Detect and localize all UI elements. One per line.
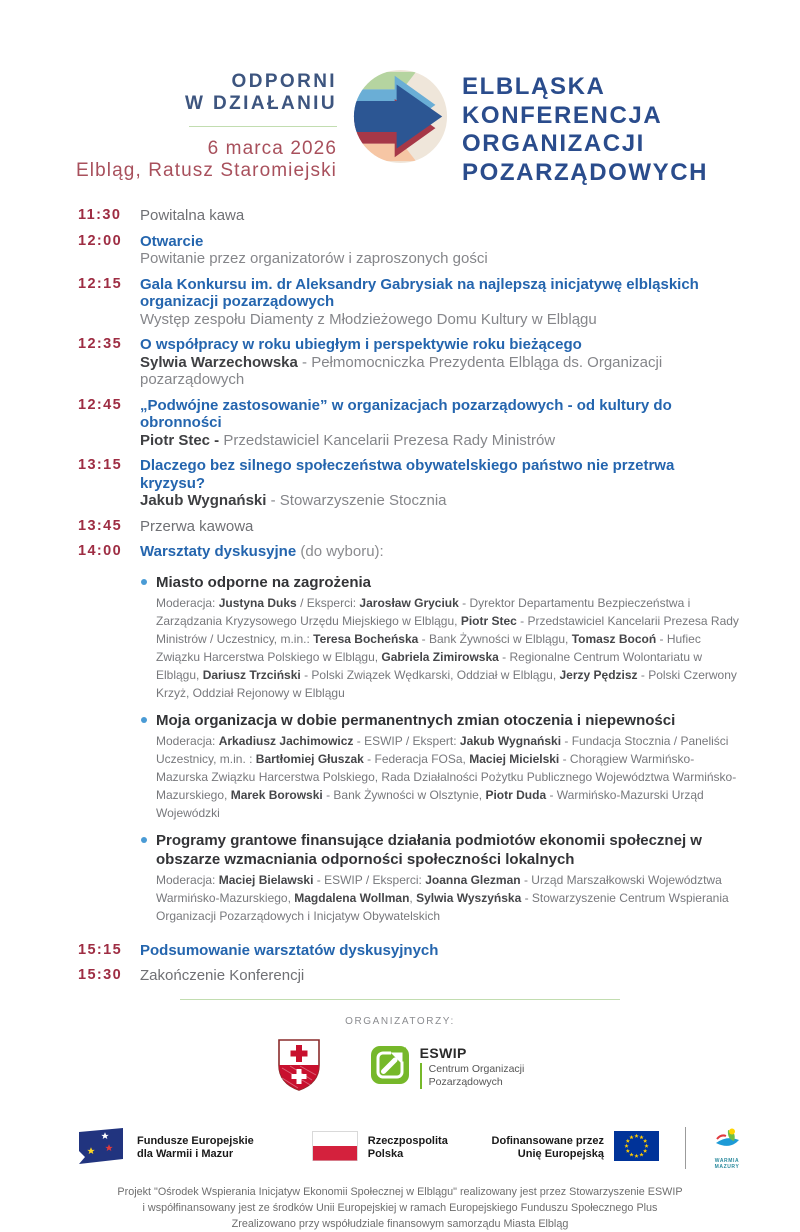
agenda-item-subtitle (140, 432, 740, 450)
workshop-item (156, 573, 740, 702)
workshop-details (156, 594, 740, 702)
workshop-details (156, 732, 740, 822)
eu-flag-icon (614, 1131, 659, 1166)
agenda-item-title: Gala Konkursu im. dr Aleksandry Gabrysiak na najlepszą inicjatywę elbląskich organizacji pozarządowych (140, 275, 699, 310)
eswip-wordmark (420, 1045, 525, 1089)
poland-flag-icon (312, 1131, 358, 1166)
agenda-item-title: O współpracy w roku ubiegłym i perspektywie roku bieżącego (140, 336, 582, 353)
text-segment: - Fundacja Stocznia / Paneliści Uczestnicy, m.in. : (156, 733, 729, 766)
agenda-item-content (140, 942, 740, 960)
title-line-1: ELBLĄSKA (462, 73, 606, 100)
text-segment: - Stowarzyszenie Stocznia (266, 492, 447, 509)
organizers-section (0, 1016, 800, 1097)
text-segment: - Stowarzyszenie Centrum Wspierania Organizacji Pozarządowych i Inicjatyw Obywatelskich (156, 890, 729, 923)
person-name: Piotr Duda (485, 787, 547, 802)
person-name: Arkadiusz Jachimowicz (218, 733, 354, 748)
agenda-row (78, 397, 760, 450)
text-segment: - ESWIP / Ekspert: (353, 733, 460, 748)
agenda-time: 13:45 (78, 517, 123, 534)
eu-cofunding-logo (492, 1131, 659, 1166)
agenda-item-content (140, 518, 740, 536)
text-segment: - Regionalne Centrum Wolontariatu w Elblągu, (156, 649, 703, 682)
text-segment: Moderacja: (156, 595, 219, 610)
elblag-coat-of-arms-icon (276, 1038, 322, 1097)
text-segment: Moderacja: (156, 872, 219, 887)
text-segment: , (409, 890, 417, 905)
agenda-item-content (140, 207, 740, 225)
organizer-logos (0, 1038, 800, 1097)
agenda-item-title: „Podwójne zastosowanie” w organizacjach pozarządowych - od kultury do obronności (140, 396, 672, 431)
text-segment: - Bank Żywności w Olsztynie, (322, 787, 486, 802)
eu-funds-logo (75, 1127, 254, 1170)
agenda-row (78, 518, 760, 536)
agenda-row (78, 207, 760, 225)
agenda-time: 12:35 (78, 336, 123, 352)
conference-title (462, 68, 708, 187)
event-date: 6 marca 2026 (207, 138, 337, 159)
agenda-row (78, 457, 760, 510)
workshop-item (156, 831, 740, 925)
conference-logo-icon (352, 68, 449, 170)
text-segment: Występ zespołu Diamenty z Młodzieżowego Domu Kultury w Elblągu (140, 310, 597, 328)
eswip-logo-icon (370, 1045, 410, 1090)
event-tagline-block (75, 68, 337, 182)
person-name: Maciej Bielawski (218, 872, 314, 887)
text-segment: - Chorągiew Warmińsko-Mazurska Związku Harcerstwa Polskiego, Rada Działalności Pożytku Publicznego Województwa Warmińsko-Mazurskiego, (156, 751, 737, 802)
agenda-time: 12:45 (78, 396, 123, 413)
agenda-item-content (140, 397, 740, 450)
agenda-item-title: Powitalna kawa (140, 207, 245, 224)
note-line-1: Projekt "Ośrodek Wspierania Inicjatyw Ekonomii Społecznej w Elblągu" realizowany jest przez Stowarzyszenie ESWIP (117, 1185, 683, 1198)
eswip-logo (370, 1045, 525, 1090)
note-line-3: Zrealizowano przy współudziale finansowym samorządu Miasta Elbląg (231, 1217, 569, 1230)
person-name: Teresa Bocheńska (313, 631, 419, 646)
text-segment: - Hufiec Związku Harcerstwa Polskiego w Elblągu, (156, 631, 701, 664)
person-name: Marek Borowski (230, 787, 323, 802)
eswip-name: ESWIP (419, 1045, 467, 1061)
agenda-row (78, 233, 760, 268)
person-name: Jarosław Gryciuk (359, 595, 459, 610)
poland-label: Rzeczpospolita Polska (367, 1134, 448, 1160)
agenda-item-content (140, 457, 740, 510)
agenda-item-content (140, 336, 740, 389)
agenda-item-content (140, 967, 740, 985)
agenda-item-title: Podsumowanie warsztatów dyskusyjnych (140, 941, 439, 959)
person-name: Jakub Wygnański (459, 733, 562, 748)
agenda-item-title: Warsztaty dyskusyjne (do wyboru): (140, 543, 384, 560)
agenda-row (78, 967, 760, 985)
agenda-time: 15:30 (78, 967, 123, 983)
note-line-2: i współfinansowany jest ze środków Unii Europejskiej w ramach Europejskiego Funduszu Społecznego Plus (142, 1201, 658, 1214)
footer-divider (180, 999, 620, 1000)
agenda-item-content (140, 543, 740, 934)
funding-logos-bar (75, 1127, 742, 1170)
event-location: Elbląg, Ratusz Staromiejski (76, 160, 337, 181)
title-line-2: KONFERENCJA (462, 101, 663, 129)
agenda-list (0, 187, 800, 985)
agenda-row (78, 336, 760, 389)
title-line-4: POZARZĄDOWYCH (462, 158, 709, 186)
header-divider (189, 126, 337, 127)
person-name: Piotr Stec (460, 613, 517, 628)
text-segment: - Pełmomocniczka Prezydenta Elbląga ds. Organizacji pozarządowych (140, 353, 663, 388)
agenda-row (78, 543, 760, 934)
agenda-item-title: Przerwa kawowa (140, 517, 254, 535)
tagline-line-1: ODPORNI (231, 71, 337, 92)
person-name: Jakub Wygnański (140, 492, 267, 509)
agenda-time: 12:15 (78, 275, 123, 292)
text-segment: - Polski Związek Wędkarski, Oddział w Elblągu, (300, 667, 560, 682)
title-suffix: (do wyboru): (296, 543, 384, 560)
eu-funds-label: Fundusze Europejskie dla Warmii i Mazur (137, 1134, 254, 1160)
agenda-time: 12:00 (78, 232, 123, 249)
agenda-row (78, 942, 760, 960)
workshop-title: Miasto odporne na zagrożenia (156, 573, 372, 591)
agenda-item-subtitle (140, 354, 740, 389)
workshop-title: Moja organizacja w dobie permanentnych zmian otoczenia i niepewności (156, 711, 676, 729)
text-segment: - Dyrektor Departamentu Bezpieczeństwa i Zarządzania Kryzysowego Urzędu Miejskiego w Elblągu, (156, 595, 691, 628)
text-segment: Przedstawiciel Kancelarii Prezesa Rady Ministrów (219, 431, 556, 449)
agenda-time: 13:15 (78, 457, 123, 473)
text-segment: Moderacja: (156, 733, 219, 748)
eu-funds-flag-icon (75, 1127, 127, 1170)
vertical-divider (685, 1127, 686, 1169)
text-segment: - Urząd Marszałkowski Województwa Warmińsko-Mazurskiego, (156, 872, 722, 905)
person-name: Gabriela Zimirowska (381, 649, 499, 664)
workshop-details (156, 871, 740, 925)
person-name: Magdalena Wollman (294, 890, 410, 905)
person-name: Justyna Duks (218, 595, 297, 610)
agenda-item-title: Otwarcie (140, 232, 204, 250)
agenda-time: 15:15 (78, 941, 123, 958)
text-segment: - ESWIP / Eksperci: (313, 872, 426, 887)
person-name: Sylwia Wyszyńska (416, 890, 522, 905)
title-line-3: ORGANIZACJI (462, 130, 645, 157)
text-segment: - Przedstawiciel Kancelarii Prezesa Rady Ministrów / Uczestnicy, m.in.: (156, 613, 739, 646)
agenda-item-content (140, 233, 740, 268)
text-segment: - Federacja FOSa, (363, 751, 470, 766)
text-segment: - Bank Żywności w Elblągu, (418, 631, 572, 646)
person-name: Joanna Glezman (425, 872, 521, 887)
warmia-mazury-logo-icon (712, 1127, 742, 1156)
text-segment: - Warmińsko-Mazurski Urząd Wojewódzki (156, 787, 704, 820)
agenda-item-subtitle (140, 492, 740, 510)
person-name: Jerzy Pędzisz (559, 667, 638, 682)
workshop-item (156, 711, 740, 822)
warmia-mazury-label: WARMIA MAZURY (714, 1157, 740, 1170)
person-name: Maciej Micielski (469, 751, 560, 766)
agenda-time: 11:30 (78, 207, 122, 223)
person-name: Dariusz Trzciński (202, 667, 301, 682)
eswip-subtitle: Centrum Organizacji Pozarządowych (420, 1063, 525, 1089)
agenda-time: 14:00 (78, 543, 123, 559)
agenda-row (78, 276, 760, 329)
text-segment: - Polski Czerwony Krzyż, Oddział Rejonowy w Elblągu (156, 667, 737, 700)
person-name: Tomasz Bocoń (571, 631, 657, 646)
person-name: Bartłomiej Głuszak (255, 751, 364, 766)
person-name: Sylwia Warzechowska (140, 353, 298, 371)
eu-cofunding-label: Dofinansowane przez Unię Europejską (491, 1134, 604, 1160)
agenda-item-title: Zakończenie Konferencji (140, 967, 305, 984)
organizers-label: ORGANIZATORZY: (345, 1015, 455, 1027)
text-segment: / Eksperci: (296, 595, 360, 610)
agenda-item-title: Dlaczego bez silnego społeczeństwa obywatelskiego państwo nie przetrwa kryzysu? (140, 457, 675, 492)
agenda-item-content (140, 276, 740, 329)
poland-logo (312, 1131, 448, 1166)
person-name: Piotr Stec - (140, 431, 220, 449)
warmia-mazury-logo (712, 1127, 742, 1170)
workshop-title: Programy grantowe finansujące działania podmiotów ekonomii społecznej w obszarze wzmacniania odporności społeczności lokalnych (156, 831, 702, 868)
text-segment: Powitanie przez organizatorów i zaproszonych gości (140, 250, 488, 267)
header (0, 0, 800, 187)
tagline-line-2: W DZIAŁANIU (185, 93, 337, 114)
project-funding-note (0, 1184, 800, 1232)
agenda-item-subtitle (140, 250, 740, 268)
workshops-list (140, 573, 740, 925)
agenda-item-subtitle (140, 311, 740, 329)
